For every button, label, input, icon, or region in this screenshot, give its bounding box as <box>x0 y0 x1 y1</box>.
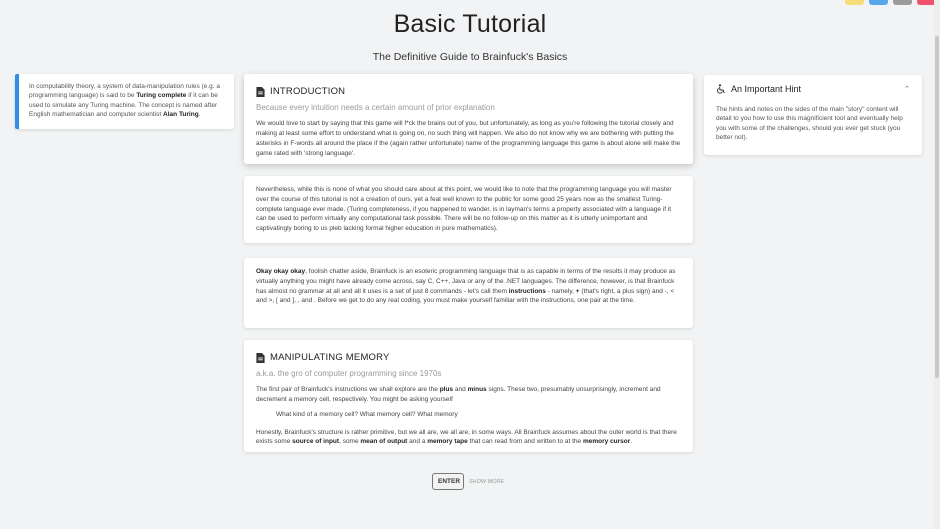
grey-swatch-button[interactable] <box>893 0 912 5</box>
hint-title: An Important Hint <box>731 84 802 94</box>
memory-text: signs. These two, presumably unsurprisingly, increment and decrement a memory cell, respectively. You might be asking yourself <box>256 386 661 403</box>
instructions-text: - namely, <box>545 287 576 295</box>
memory-title: MANIPULATING MEMORY <box>270 352 390 363</box>
note-text: . <box>198 111 201 119</box>
mean-of-output-bold: mean of output <box>360 438 408 446</box>
page-subtitle: The Definitive Guide to Brainfuck's Basics <box>372 51 568 63</box>
blue-swatch-button[interactable] <box>869 0 888 5</box>
memory-paragraph-2 <box>256 428 681 448</box>
instructions-body <box>256 267 681 306</box>
memory-subtitle: a.k.a. the gro of computer programming since 1970s <box>256 369 442 379</box>
scrollbar-thumb[interactable] <box>935 36 939 378</box>
page-title: Basic Tutorial <box>393 10 547 38</box>
introduction-title: INTRODUCTION <box>270 86 346 97</box>
memory-text: . <box>630 438 633 446</box>
turing-language-card <box>244 176 693 243</box>
memory-text: and <box>453 386 468 394</box>
hint-body: The hints and notes on the sides of the main "story" content will detail to you how to use this magnificient tool and eventually help you with some of the challenges, should you ever get stuck (you better not). <box>716 106 903 142</box>
introduction-body: We would love to start by saying that this game will f*ck the brains out of you, but unfortunately, as long as you're following the tutorial closely and making at least some effort to understand what is going on, no such thing will happen. We also do not know why we are bothering with putting the asterisks in F-words all around the place if the (again rather unfortunate) name of the programming language this game is about alone will make the game rated with 'strong language'. <box>256 120 681 157</box>
memory-heading <box>256 351 681 365</box>
hint-header[interactable] <box>716 84 910 94</box>
plus-bold: plus <box>439 386 454 394</box>
note-text: if it can be used to simulate any Turing machine. The concept is named after English mathematician and computer scientist <box>29 92 218 119</box>
instructions-bold: instructions <box>508 287 546 295</box>
memory-text: , some <box>339 438 361 446</box>
yellow-swatch-button[interactable] <box>845 0 864 5</box>
note-text: In computability theory, a system of data-manipulation rules (e.g. a programming language) is said to be <box>29 83 221 100</box>
footer-controls <box>432 473 504 490</box>
memory-text: Honestly, Brainfuck's structure is rather primitive, but we all are, we all are, in some ways. All Brainfuck assumes about the outer world is that there exists some <box>256 428 677 446</box>
memory-tape-bold: memory tape <box>427 438 468 446</box>
source-of-input-bold: source of input <box>292 438 340 446</box>
page-header <box>0 10 940 63</box>
introduction-card <box>244 74 693 164</box>
memory-text: The first pair of Brainfuck's instructions we shall explore are the <box>256 386 440 394</box>
minus-bold: minus <box>467 386 487 394</box>
memory-paragraph-1 <box>256 385 681 405</box>
note-bold-alan-turing: Alan Turing <box>163 111 199 119</box>
enter-button[interactable]: ENTER <box>432 473 464 490</box>
instructions-text: , foolish chatter aside, Brainfuck is an esoteric programming language that is as capable in terms of the results it may produce as virtually anything you might have already come across, say C, C++, Java or any of the .NET languages. The difference, however, is that Brainfuck has almost no grammar at all and all it uses is a set of just 8 commands - let's call them <box>256 268 676 295</box>
introduction-heading <box>256 85 681 99</box>
document-icon <box>256 87 265 97</box>
memory-cursor-bold: memory cursor <box>582 438 631 446</box>
hint-panel <box>704 75 922 155</box>
instructions-text: (that's right, a plus sign) and -, < and >, [ and ], , and . Before we get to do any real coding, you must make yourself familiar with the instructions, one pair at the time. <box>256 287 675 305</box>
turing-language-body: Nevertheless, while this is none of what you should care about at this point, we would like to note that the programming language you will master over the course of this tutorial is not a creation of ours, yet a feat well known to the public for some good 25 years now as the smallest Turing-complete language ever made. (Turing completeness, if you happened to wander, is in layman's terms a property associated with a language if it can be used to perform virtually any computational task possible. There will be no follow-up on this matter as it is utterly unimportant and captivatingly boring to us pleb lacking formal higher education in pure mathematics). <box>256 186 672 232</box>
window-controls <box>845 0 936 5</box>
plus-sign-bold: + <box>575 287 580 295</box>
manipulating-memory-card <box>244 340 693 452</box>
scrollbar[interactable] <box>934 0 940 529</box>
chevron-up-icon[interactable]: ⌃ <box>904 86 910 93</box>
instructions-card <box>244 258 693 328</box>
introduction-subtitle: Because every intuition needs a certain amount of prior explanation <box>256 103 495 113</box>
note-bold-turing-complete: Turing complete <box>136 92 187 100</box>
memory-text: that can read from and written to at the <box>467 438 583 446</box>
show-more-link[interactable]: SHOW MORE <box>469 478 505 485</box>
memory-quote: What kind of a memory cell? What memory cell? What memory <box>276 410 458 418</box>
memory-text: and a <box>407 438 428 446</box>
wheelchair-icon <box>716 84 726 94</box>
document-icon <box>256 353 265 363</box>
okay-bold: Okay okay okay <box>256 268 306 275</box>
turing-complete-note <box>15 74 234 129</box>
